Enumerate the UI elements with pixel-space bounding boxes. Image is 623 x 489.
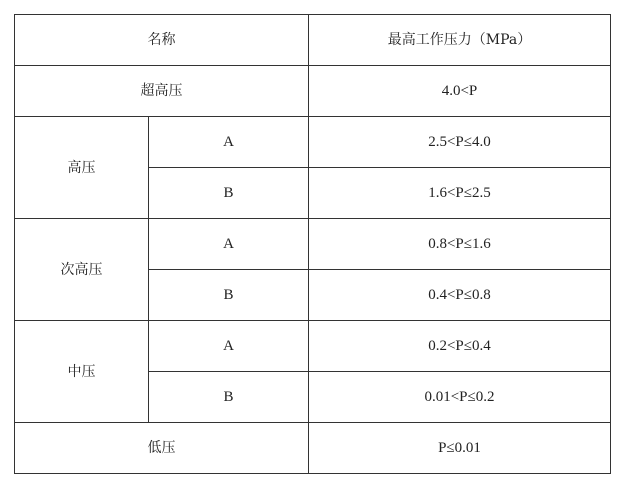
table-row: [15, 321, 611, 372]
table-row: [15, 117, 611, 168]
range-cell: 0.8<P≤1.6: [309, 219, 611, 270]
category-cell: 超高压: [15, 66, 309, 117]
table-header-row: [15, 15, 611, 66]
table-row: [15, 219, 611, 270]
category-cell: 低压: [15, 423, 309, 474]
table-row: [15, 66, 611, 117]
range-cell: 0.4<P≤0.8: [309, 270, 611, 321]
pressure-classification-table: [14, 14, 611, 474]
range-cell: P≤0.01: [309, 423, 611, 474]
range-cell: 0.2<P≤0.4: [309, 321, 611, 372]
header-max-pressure: 最高工作压力（MPa）: [309, 15, 611, 66]
header-name: 名称: [15, 15, 309, 66]
subclass-cell: A: [149, 219, 309, 270]
category-cell: 次高压: [15, 219, 149, 321]
category-cell: 中压: [15, 321, 149, 423]
category-cell: 高压: [15, 117, 149, 219]
range-cell: 2.5<P≤4.0: [309, 117, 611, 168]
subclass-cell: B: [149, 372, 309, 423]
subclass-cell: B: [149, 270, 309, 321]
range-cell: 1.6<P≤2.5: [309, 168, 611, 219]
subclass-cell: B: [149, 168, 309, 219]
range-cell: 4.0<P: [309, 66, 611, 117]
range-cell: 0.01<P≤0.2: [309, 372, 611, 423]
subclass-cell: A: [149, 321, 309, 372]
table-row: [15, 423, 611, 474]
subclass-cell: A: [149, 117, 309, 168]
